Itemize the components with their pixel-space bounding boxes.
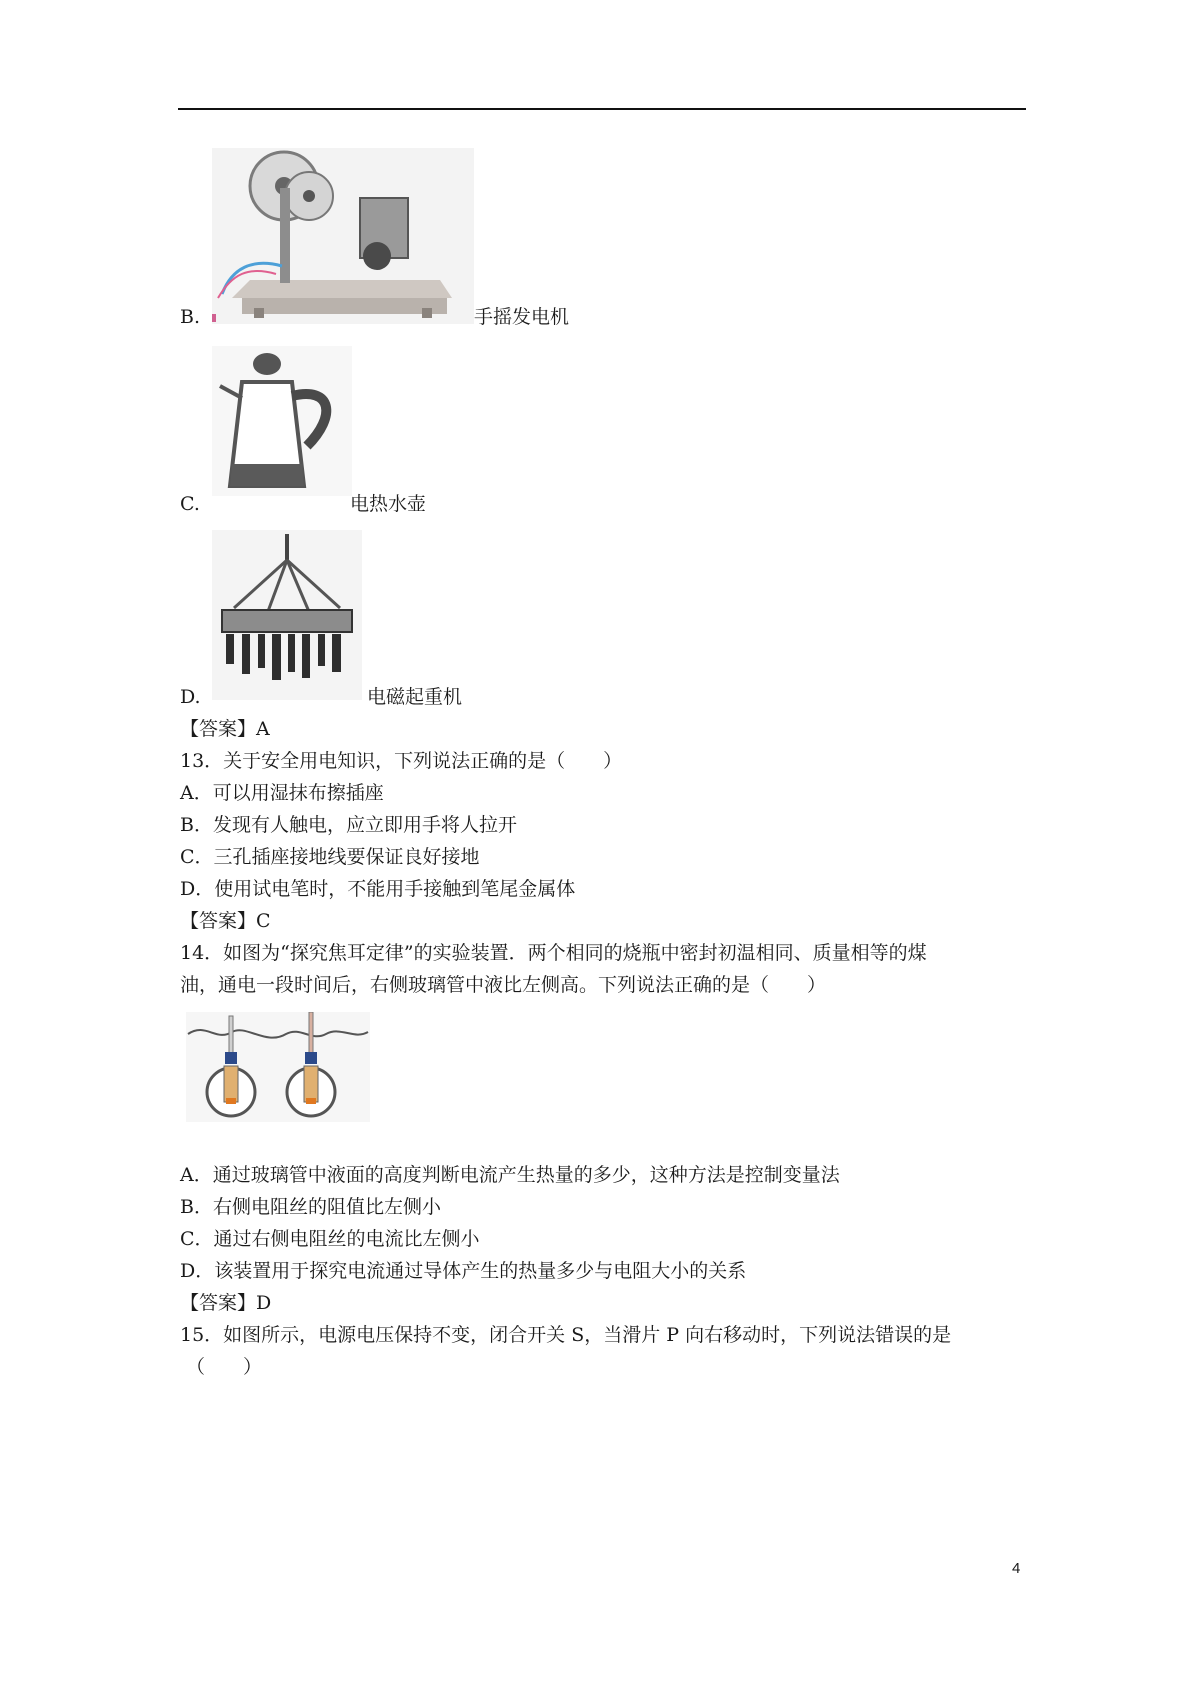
- option-d-label: D.: [180, 686, 201, 708]
- option-c-caption: 电热水壶: [350, 493, 427, 515]
- electric-kettle-icon: [212, 346, 352, 496]
- option-c-label: C.: [180, 493, 200, 515]
- option-b-label: B.: [180, 306, 201, 328]
- question-13-stem: 13．关于安全用电知识，下列说法正确的是（ ）: [180, 750, 623, 772]
- answer-14: 【答案】D: [180, 1292, 272, 1314]
- header-rule: [178, 108, 1026, 110]
- joule-law-flasks-icon: [186, 1012, 370, 1122]
- question-15-stem-line2: （ ）: [186, 1356, 263, 1378]
- question-13-option-a: A．可以用湿抹布擦插座: [180, 782, 384, 804]
- question-13-option-d: D．使用试电笔时，不能用手接触到笔尾金属体: [180, 878, 576, 900]
- answer-12: 【答案】A: [180, 718, 270, 740]
- question-13-option-c: C．三孔插座接地线要保证良好接地: [180, 846, 480, 868]
- question-13-option-b: B．发现有人触电，应立即用手将人拉开: [180, 814, 517, 836]
- question-14-option-c: C．通过右侧电阻丝的电流比左侧小: [180, 1228, 480, 1250]
- page-number: 4: [1012, 1560, 1021, 1577]
- answer-13: 【答案】C: [180, 910, 271, 932]
- option-b-caption: 手摇发电机: [474, 306, 570, 328]
- question-14-stem-line2: 油，通电一段时间后，右侧玻璃管中液比左侧高。下列说法正确的是（ ）: [180, 974, 827, 996]
- question-14-option-b: B．右侧电阻丝的阻值比左侧小: [180, 1196, 441, 1218]
- hand-crank-generator-icon: [212, 148, 474, 324]
- question-14-option-a: A．通过玻璃管中液面的高度判断电流产生热量的多少，这种方法是控制变量法: [180, 1164, 840, 1186]
- question-14-option-d: D．该装置用于探究电流通过导体产生的热量多少与电阻大小的关系: [180, 1260, 747, 1282]
- electromagnetic-crane-icon: [212, 530, 362, 700]
- question-14-stem-line1: 14．如图为“探究焦耳定律”的实验装置．两个相同的烧瓶中密封初温相同、质量相等的煤: [180, 942, 927, 964]
- question-15-stem-line1: 15．如图所示，电源电压保持不变，闭合开关 S，当滑片 P 向右移动时，下列说法错误的是: [180, 1324, 952, 1346]
- option-d-caption: 电磁起重机: [367, 686, 463, 708]
